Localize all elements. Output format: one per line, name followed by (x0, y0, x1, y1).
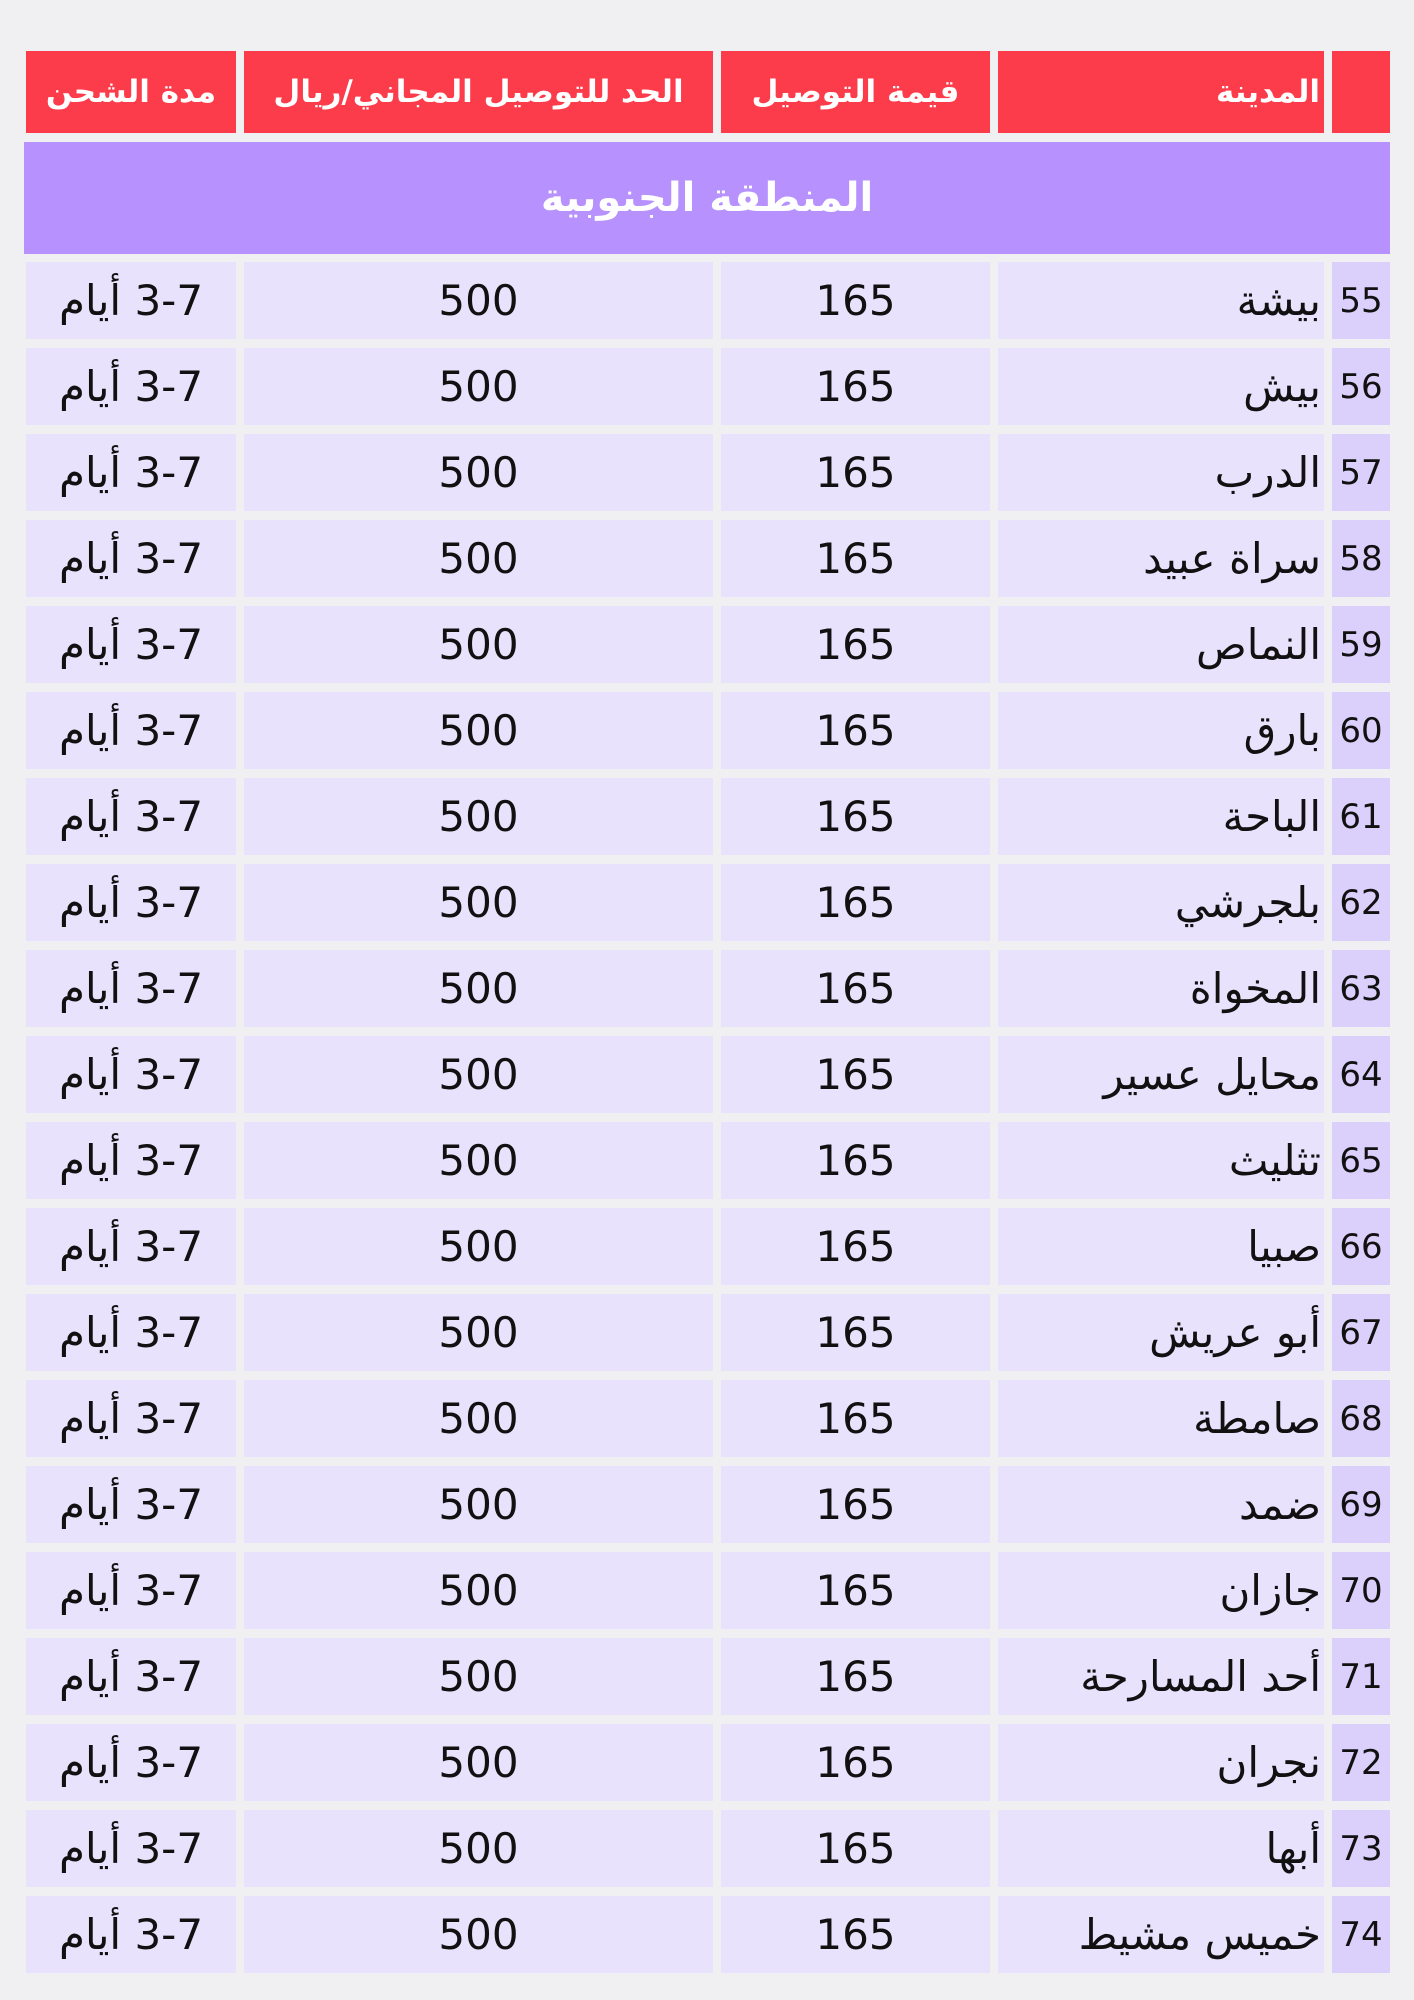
row-index: 73 (1332, 1810, 1390, 1887)
table-row (24, 692, 1390, 769)
row-shipping-duration: 3-7 أيام (26, 1294, 236, 1371)
row-city: خميس مشيط (998, 1896, 1324, 1973)
row-shipping-duration: 3-7 أيام (26, 1638, 236, 1715)
row-free-delivery-limit: 500 (244, 1724, 713, 1801)
header-city: المدينة (998, 51, 1324, 133)
row-index: 55 (1332, 262, 1390, 339)
row-shipping-duration: 3-7 أيام (26, 348, 236, 425)
row-city: أبها (998, 1810, 1324, 1887)
row-delivery-fee: 165 (721, 606, 990, 683)
table-row (24, 950, 1390, 1027)
row-free-delivery-limit: 500 (244, 606, 713, 683)
row-free-delivery-limit: 500 (244, 1896, 713, 1973)
row-shipping-duration: 3-7 أيام (26, 1380, 236, 1457)
table-row (24, 1638, 1390, 1715)
table-row (24, 1810, 1390, 1887)
row-city: المخواة (998, 950, 1324, 1027)
row-delivery-fee: 165 (721, 778, 990, 855)
row-city: أحد المسارحة (998, 1638, 1324, 1715)
table-row (24, 1208, 1390, 1285)
row-shipping-duration: 3-7 أيام (26, 1122, 236, 1199)
row-shipping-duration: 3-7 أيام (26, 434, 236, 511)
row-delivery-fee: 165 (721, 1122, 990, 1199)
row-city: بارق (998, 692, 1324, 769)
row-delivery-fee: 165 (721, 1036, 990, 1113)
table-row (24, 1896, 1390, 1973)
row-city: ضمد (998, 1466, 1324, 1543)
row-shipping-duration: 3-7 أيام (26, 1724, 236, 1801)
row-index: 74 (1332, 1896, 1390, 1973)
row-free-delivery-limit: 500 (244, 1638, 713, 1715)
row-shipping-duration: 3-7 أيام (26, 262, 236, 339)
row-delivery-fee: 165 (721, 692, 990, 769)
row-delivery-fee: 165 (721, 1208, 990, 1285)
row-city: بلجرشي (998, 864, 1324, 941)
table-row (24, 1294, 1390, 1371)
table-row (24, 262, 1390, 339)
row-city: بيشة (998, 262, 1324, 339)
row-index: 62 (1332, 864, 1390, 941)
table-header-row (24, 51, 1390, 133)
row-free-delivery-limit: 500 (244, 950, 713, 1027)
row-index: 58 (1332, 520, 1390, 597)
table-row (24, 520, 1390, 597)
row-city: النماص (998, 606, 1324, 683)
region-title: المنطقة الجنوبية (24, 142, 1390, 254)
row-shipping-duration: 3-7 أيام (26, 1552, 236, 1629)
row-index: 60 (1332, 692, 1390, 769)
row-delivery-fee: 165 (721, 434, 990, 511)
shipping-rates-table (24, 51, 1390, 1973)
table-row (24, 1724, 1390, 1801)
row-index: 71 (1332, 1638, 1390, 1715)
header-free-delivery-limit: الحد للتوصيل المجاني/ريال (244, 51, 713, 133)
row-index: 68 (1332, 1380, 1390, 1457)
row-delivery-fee: 165 (721, 1294, 990, 1371)
row-index: 70 (1332, 1552, 1390, 1629)
row-shipping-duration: 3-7 أيام (26, 1036, 236, 1113)
row-free-delivery-limit: 500 (244, 1810, 713, 1887)
row-delivery-fee: 165 (721, 1638, 990, 1715)
table-row (24, 1552, 1390, 1629)
row-free-delivery-limit: 500 (244, 262, 713, 339)
row-index: 67 (1332, 1294, 1390, 1371)
row-delivery-fee: 165 (721, 1552, 990, 1629)
row-index: 61 (1332, 778, 1390, 855)
row-free-delivery-limit: 500 (244, 348, 713, 425)
row-city: الدرب (998, 434, 1324, 511)
table-row (24, 778, 1390, 855)
table-row (24, 434, 1390, 511)
row-free-delivery-limit: 500 (244, 1466, 713, 1543)
row-shipping-duration: 3-7 أيام (26, 1466, 236, 1543)
row-city: أبو عريش (998, 1294, 1324, 1371)
row-city: نجران (998, 1724, 1324, 1801)
row-shipping-duration: 3-7 أيام (26, 1208, 236, 1285)
row-index: 57 (1332, 434, 1390, 511)
row-index: 56 (1332, 348, 1390, 425)
table-row (24, 1466, 1390, 1543)
row-index: 59 (1332, 606, 1390, 683)
row-free-delivery-limit: 500 (244, 778, 713, 855)
row-delivery-fee: 165 (721, 1896, 990, 1973)
row-index: 66 (1332, 1208, 1390, 1285)
table-row (24, 864, 1390, 941)
row-delivery-fee: 165 (721, 1380, 990, 1457)
row-free-delivery-limit: 500 (244, 1380, 713, 1457)
row-index: 69 (1332, 1466, 1390, 1543)
row-city: صامطة (998, 1380, 1324, 1457)
row-city: الباحة (998, 778, 1324, 855)
row-city: صبيا (998, 1208, 1324, 1285)
row-delivery-fee: 165 (721, 864, 990, 941)
row-free-delivery-limit: 500 (244, 434, 713, 511)
row-shipping-duration: 3-7 أيام (26, 950, 236, 1027)
row-city: تثليث (998, 1122, 1324, 1199)
table-row (24, 1380, 1390, 1457)
table-row (24, 606, 1390, 683)
row-free-delivery-limit: 500 (244, 1036, 713, 1113)
row-free-delivery-limit: 500 (244, 1552, 713, 1629)
table-body (24, 262, 1390, 1973)
table-row (24, 1122, 1390, 1199)
row-free-delivery-limit: 500 (244, 1208, 713, 1285)
row-free-delivery-limit: 500 (244, 1294, 713, 1371)
row-city: جازان (998, 1552, 1324, 1629)
row-delivery-fee: 165 (721, 1466, 990, 1543)
header-delivery-fee: قيمة التوصيل (721, 51, 990, 133)
row-shipping-duration: 3-7 أيام (26, 520, 236, 597)
header-index-cell (1332, 51, 1390, 133)
row-free-delivery-limit: 500 (244, 1122, 713, 1199)
row-free-delivery-limit: 500 (244, 520, 713, 597)
row-delivery-fee: 165 (721, 1724, 990, 1801)
table-row (24, 348, 1390, 425)
table-row (24, 1036, 1390, 1113)
row-shipping-duration: 3-7 أيام (26, 1810, 236, 1887)
row-index: 63 (1332, 950, 1390, 1027)
row-shipping-duration: 3-7 أيام (26, 606, 236, 683)
row-city: بيش (998, 348, 1324, 425)
row-delivery-fee: 165 (721, 1810, 990, 1887)
row-shipping-duration: 3-7 أيام (26, 778, 236, 855)
row-free-delivery-limit: 500 (244, 864, 713, 941)
row-delivery-fee: 165 (721, 348, 990, 425)
row-city: سراة عبيد (998, 520, 1324, 597)
row-index: 64 (1332, 1036, 1390, 1113)
row-free-delivery-limit: 500 (244, 692, 713, 769)
row-index: 72 (1332, 1724, 1390, 1801)
row-delivery-fee: 165 (721, 520, 990, 597)
row-shipping-duration: 3-7 أيام (26, 864, 236, 941)
row-shipping-duration: 3-7 أيام (26, 692, 236, 769)
row-index: 65 (1332, 1122, 1390, 1199)
header-shipping-duration: مدة الشحن (26, 51, 236, 133)
row-delivery-fee: 165 (721, 262, 990, 339)
row-shipping-duration: 3-7 أيام (26, 1896, 236, 1973)
row-city: محايل عسير (998, 1036, 1324, 1113)
row-delivery-fee: 165 (721, 950, 990, 1027)
